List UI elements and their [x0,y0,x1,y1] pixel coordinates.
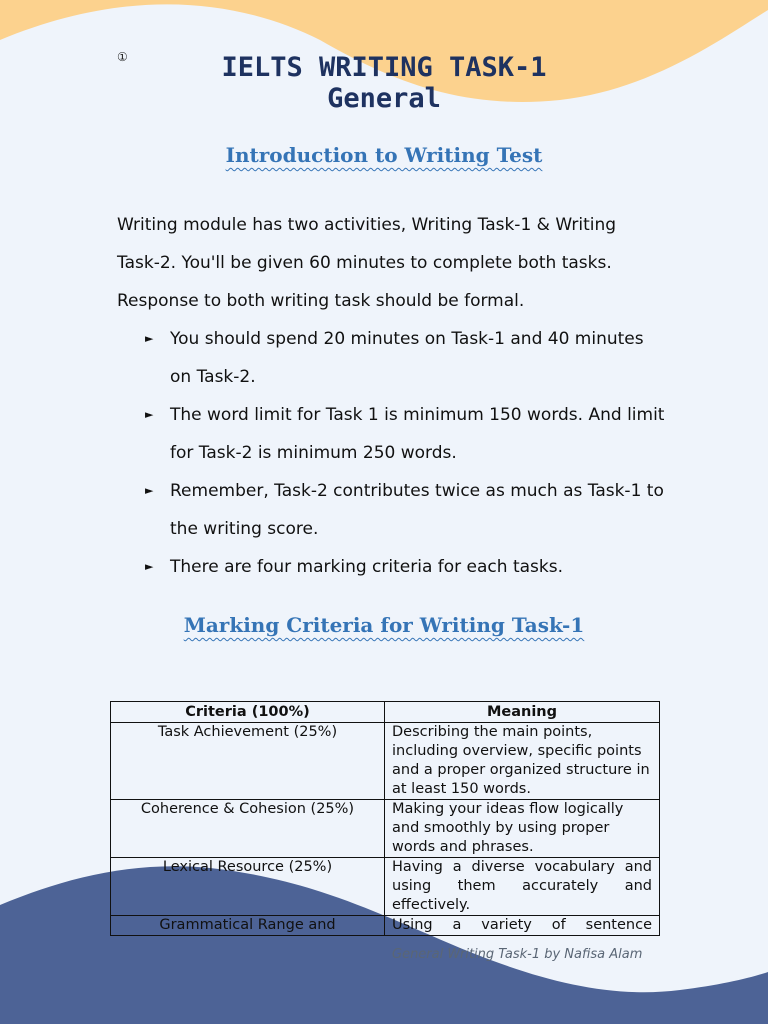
meaning-cell: Describing the main points, including overview, specific points and a proper organized structure in at least 150 words. [385,723,660,800]
list-item-text: You should spend 20 minutes on Task-1 and 40 minutes on Task-2. [170,329,644,387]
page-title-line-2: General [327,83,441,114]
intro-paragraph: Writing module has two activities, Writing Task-1 & Writing Task-2. You'll be given 60 minutes to complete both tasks. Response to both writing task should be formal. [117,215,617,311]
criteria-cell: Grammatical Range and [111,916,385,936]
page-number: ① [117,50,128,64]
triangle-right-icon: ► [145,408,154,421]
criteria-table [110,701,660,936]
marking-heading [0,613,768,637]
info-bullet-list [145,320,665,586]
page-title [150,52,618,114]
meaning-cell: Having a diverse vocabulary and using them accurately and effectively. [385,858,660,916]
criteria-cell: Lexical Resource (25%) [111,858,385,916]
table-row [111,858,660,916]
column-header-criteria: Criteria (100%) [111,702,385,723]
table-header-row [111,702,660,723]
list-item [145,396,665,472]
meaning-cell: Using a variety of sentence [385,916,660,936]
intro-heading-text: Introduction to Writing Test [225,143,543,167]
criteria-cell: Coherence & Cohesion (25%) [111,800,385,858]
list-item [145,472,665,548]
triangle-right-icon: ► [145,560,154,573]
table-row [111,800,660,858]
list-item [145,320,665,396]
column-header-meaning: Meaning [385,702,660,723]
page-footer: General Writing Task-1 by Nafisa Alam [392,947,643,962]
list-item-text: There are four marking criteria for each tasks. [170,557,563,577]
marking-heading-text: Marking Criteria for Writing Task-1 [183,613,585,637]
criteria-cell: Task Achievement (25%) [111,723,385,800]
triangle-right-icon: ► [145,332,154,345]
list-item-text: The word limit for Task 1 is minimum 150 words. And limit for Task-2 is minimum 250 words. [170,405,665,463]
meaning-cell: Making your ideas flow logically and smoothly by using proper words and phrases. [385,800,660,858]
page-title-line-1: IELTS WRITING TASK-1 [221,52,547,83]
table-row [111,723,660,800]
triangle-right-icon: ► [145,484,154,497]
intro-heading [0,143,768,167]
list-item-text: Remember, Task-2 contributes twice as much as Task-1 to the writing score. [170,481,664,539]
table-row [111,916,660,936]
list-item [145,548,665,586]
